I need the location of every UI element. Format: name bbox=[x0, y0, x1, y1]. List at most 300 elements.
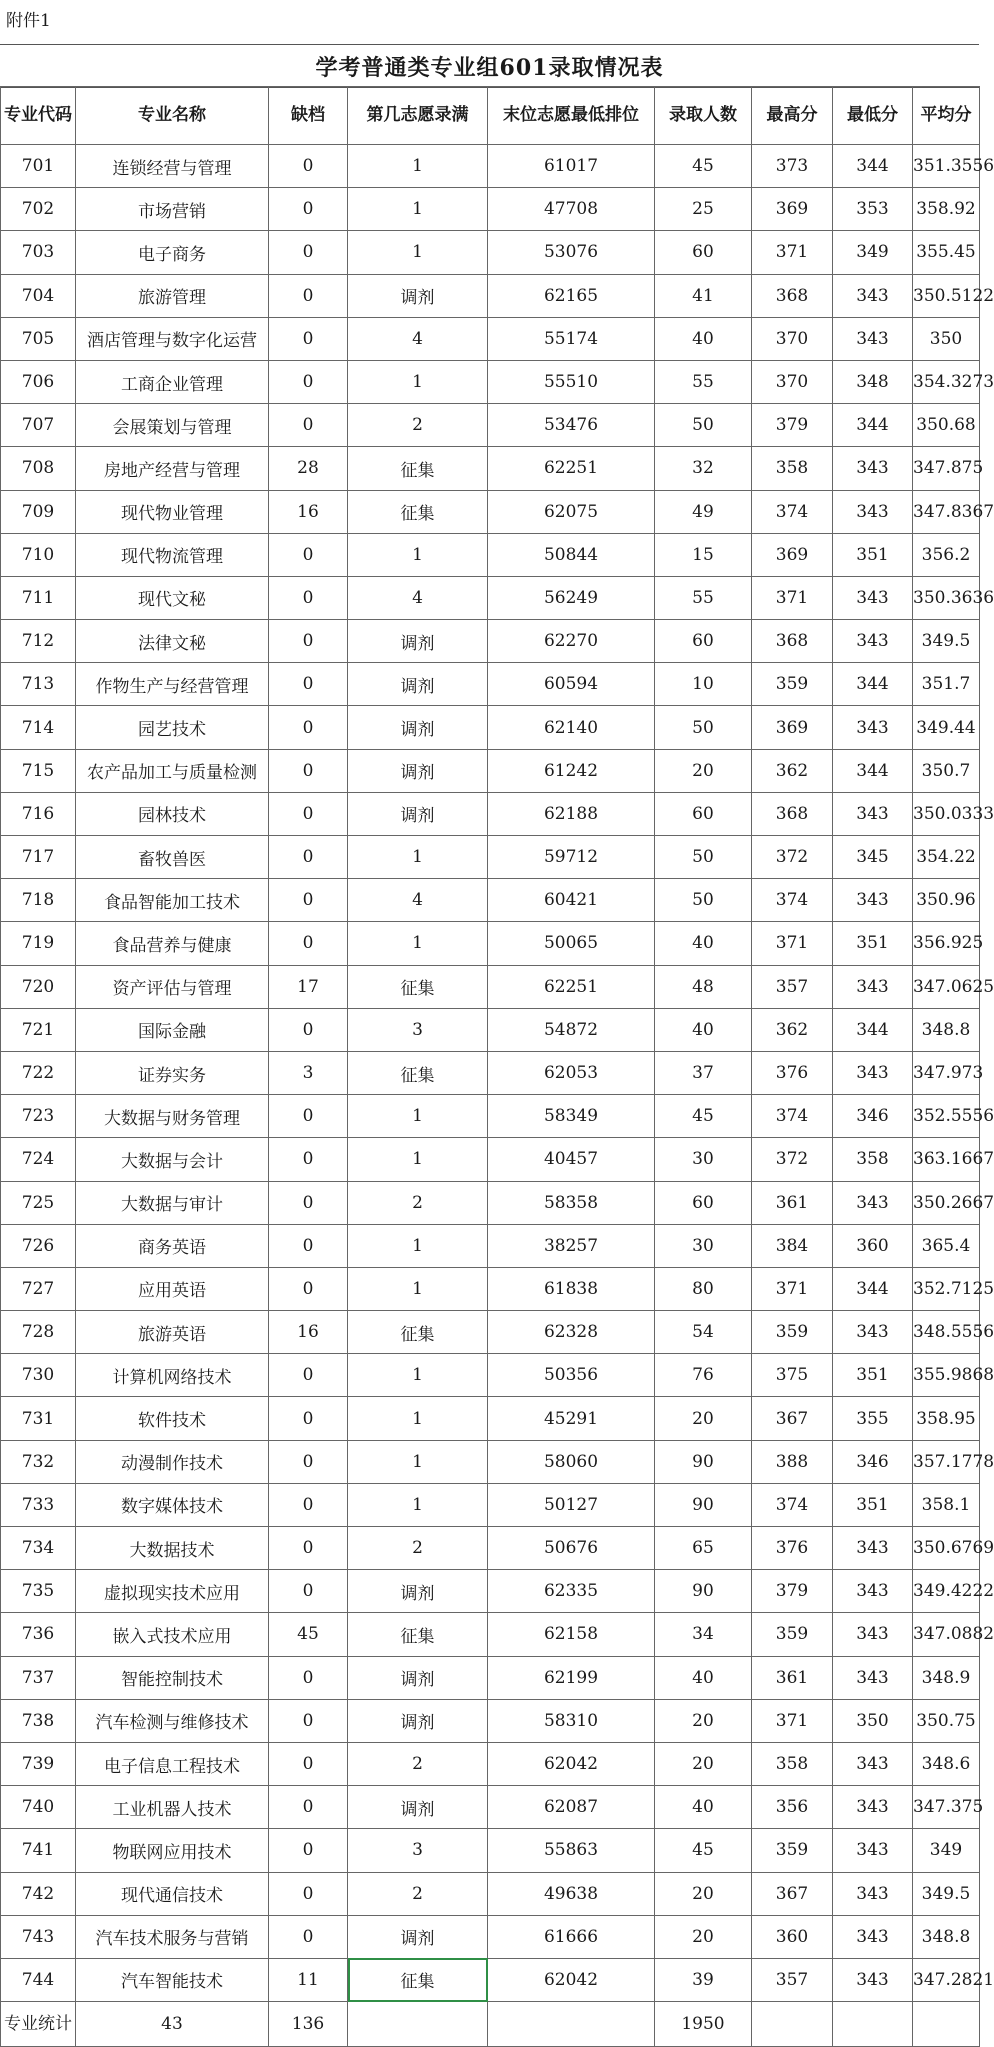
cell-min-score[interactable]: 358 bbox=[833, 1138, 913, 1181]
cell-lowest-rank[interactable]: 59712 bbox=[488, 836, 655, 879]
cell-choice-filled[interactable]: 1 bbox=[348, 188, 488, 231]
cell-max-score[interactable]: 369 bbox=[752, 188, 833, 231]
cell-missing[interactable]: 0 bbox=[269, 1915, 348, 1958]
cell-choice-filled[interactable]: 调剂 bbox=[348, 1570, 488, 1613]
cell-min-score[interactable]: 351 bbox=[833, 922, 913, 965]
cell-major-name[interactable]: 电子信息工程技术 bbox=[76, 1742, 269, 1785]
cell-choice-filled[interactable]: 1 bbox=[348, 1095, 488, 1138]
cell-max-score[interactable]: 367 bbox=[752, 1872, 833, 1915]
cell-admitted-count[interactable]: 40 bbox=[655, 1786, 752, 1829]
cell-lowest-rank[interactable]: 49638 bbox=[488, 1872, 655, 1915]
cell-choice-filled[interactable]: 4 bbox=[348, 317, 488, 360]
cell-avg-score[interactable]: 349.5 bbox=[913, 1872, 980, 1915]
cell-admitted-count[interactable]: 65 bbox=[655, 1527, 752, 1570]
cell-admitted-count[interactable]: 40 bbox=[655, 1008, 752, 1051]
cell-avg-score[interactable]: 358.92 bbox=[913, 188, 980, 231]
cell-major-name[interactable]: 食品智能加工技术 bbox=[76, 879, 269, 922]
cell-avg-score[interactable]: 347.973 bbox=[913, 1051, 980, 1094]
cell-code[interactable]: 727 bbox=[1, 1267, 76, 1310]
cell-min-score[interactable]: 343 bbox=[833, 1311, 913, 1354]
cell-admitted-count[interactable]: 20 bbox=[655, 1872, 752, 1915]
cell-max-score[interactable]: 368 bbox=[752, 274, 833, 317]
cell-major-name[interactable]: 畜牧兽医 bbox=[76, 836, 269, 879]
cell-admitted-count[interactable]: 40 bbox=[655, 922, 752, 965]
cell-major-name[interactable]: 大数据与审计 bbox=[76, 1181, 269, 1224]
cell-admitted-count[interactable]: 48 bbox=[655, 965, 752, 1008]
cell-code[interactable]: 715 bbox=[1, 749, 76, 792]
cell-major-name[interactable]: 电子商务 bbox=[76, 231, 269, 274]
cell-admitted-count[interactable]: 60 bbox=[655, 792, 752, 835]
cell-max-score[interactable]: 361 bbox=[752, 1181, 833, 1224]
total-cell-lowest-rank[interactable] bbox=[488, 2002, 655, 2047]
cell-lowest-rank[interactable]: 56249 bbox=[488, 576, 655, 619]
cell-min-score[interactable]: 344 bbox=[833, 749, 913, 792]
cell-admitted-count[interactable]: 15 bbox=[655, 533, 752, 576]
cell-avg-score[interactable]: 365.4 bbox=[913, 1224, 980, 1267]
cell-max-score[interactable]: 371 bbox=[752, 1267, 833, 1310]
header-min-score[interactable]: 最低分 bbox=[833, 87, 913, 145]
cell-lowest-rank[interactable]: 62188 bbox=[488, 792, 655, 835]
cell-major-name[interactable]: 会展策划与管理 bbox=[76, 404, 269, 447]
cell-major-name[interactable]: 作物生产与经营管理 bbox=[76, 663, 269, 706]
cell-code[interactable]: 707 bbox=[1, 404, 76, 447]
cell-code[interactable]: 709 bbox=[1, 490, 76, 533]
cell-choice-filled[interactable]: 4 bbox=[348, 879, 488, 922]
cell-major-name[interactable]: 大数据与财务管理 bbox=[76, 1095, 269, 1138]
cell-major-name[interactable]: 智能控制技术 bbox=[76, 1656, 269, 1699]
cell-code[interactable]: 732 bbox=[1, 1440, 76, 1483]
cell-min-score[interactable]: 343 bbox=[833, 879, 913, 922]
cell-missing[interactable]: 0 bbox=[269, 533, 348, 576]
cell-missing[interactable]: 0 bbox=[269, 1440, 348, 1483]
header-max-score[interactable]: 最高分 bbox=[752, 87, 833, 145]
cell-min-score[interactable]: 343 bbox=[833, 1613, 913, 1656]
cell-admitted-count[interactable]: 49 bbox=[655, 490, 752, 533]
cell-avg-score[interactable]: 347.2821 bbox=[913, 1958, 980, 2001]
cell-max-score[interactable]: 370 bbox=[752, 317, 833, 360]
cell-choice-filled[interactable]: 1 bbox=[348, 360, 488, 403]
cell-admitted-count[interactable]: 20 bbox=[655, 1742, 752, 1785]
cell-code[interactable]: 728 bbox=[1, 1311, 76, 1354]
cell-max-score[interactable]: 357 bbox=[752, 965, 833, 1008]
cell-admitted-count[interactable]: 90 bbox=[655, 1483, 752, 1526]
cell-min-score[interactable]: 350 bbox=[833, 1699, 913, 1742]
cell-avg-score[interactable]: 351.7 bbox=[913, 663, 980, 706]
cell-choice-filled[interactable]: 调剂 bbox=[348, 1699, 488, 1742]
cell-admitted-count[interactable]: 45 bbox=[655, 1829, 752, 1872]
cell-lowest-rank[interactable]: 62087 bbox=[488, 1786, 655, 1829]
cell-admitted-count[interactable]: 25 bbox=[655, 188, 752, 231]
cell-major-name[interactable]: 园艺技术 bbox=[76, 706, 269, 749]
cell-code[interactable]: 740 bbox=[1, 1786, 76, 1829]
cell-missing[interactable]: 0 bbox=[269, 1267, 348, 1310]
cell-code[interactable]: 712 bbox=[1, 620, 76, 663]
cell-missing[interactable]: 0 bbox=[269, 360, 348, 403]
cell-lowest-rank[interactable]: 60421 bbox=[488, 879, 655, 922]
cell-major-name[interactable]: 物联网应用技术 bbox=[76, 1829, 269, 1872]
cell-lowest-rank[interactable]: 47708 bbox=[488, 188, 655, 231]
cell-admitted-count[interactable]: 55 bbox=[655, 360, 752, 403]
cell-max-score[interactable]: 362 bbox=[752, 1008, 833, 1051]
cell-lowest-rank[interactable]: 62042 bbox=[488, 1958, 655, 2001]
cell-code[interactable]: 722 bbox=[1, 1051, 76, 1094]
cell-code[interactable]: 713 bbox=[1, 663, 76, 706]
cell-choice-filled[interactable]: 1 bbox=[348, 533, 488, 576]
cell-admitted-count[interactable]: 50 bbox=[655, 706, 752, 749]
cell-major-name[interactable]: 汽车技术服务与营销 bbox=[76, 1915, 269, 1958]
cell-code[interactable]: 736 bbox=[1, 1613, 76, 1656]
cell-missing[interactable]: 0 bbox=[269, 1527, 348, 1570]
cell-code[interactable]: 721 bbox=[1, 1008, 76, 1051]
cell-max-score[interactable]: 371 bbox=[752, 922, 833, 965]
cell-avg-score[interactable]: 347.8367 bbox=[913, 490, 980, 533]
cell-min-score[interactable]: 343 bbox=[833, 317, 913, 360]
cell-missing[interactable]: 0 bbox=[269, 317, 348, 360]
cell-min-score[interactable]: 360 bbox=[833, 1224, 913, 1267]
cell-choice-filled[interactable]: 征集 bbox=[348, 965, 488, 1008]
cell-choice-filled[interactable]: 征集 bbox=[348, 490, 488, 533]
cell-code[interactable]: 710 bbox=[1, 533, 76, 576]
cell-lowest-rank[interactable]: 62075 bbox=[488, 490, 655, 533]
cell-missing[interactable]: 0 bbox=[269, 1224, 348, 1267]
header-major-name[interactable]: 专业名称 bbox=[76, 87, 269, 145]
cell-avg-score[interactable]: 350.68 bbox=[913, 404, 980, 447]
total-cell-min-score[interactable] bbox=[833, 2002, 913, 2047]
cell-avg-score[interactable]: 354.22 bbox=[913, 836, 980, 879]
cell-min-score[interactable]: 344 bbox=[833, 663, 913, 706]
cell-code[interactable]: 703 bbox=[1, 231, 76, 274]
cell-code[interactable]: 718 bbox=[1, 879, 76, 922]
cell-missing[interactable]: 28 bbox=[269, 447, 348, 490]
cell-missing[interactable]: 0 bbox=[269, 1354, 348, 1397]
total-cell-code[interactable]: 专业统计 bbox=[1, 2002, 76, 2047]
cell-avg-score[interactable]: 350.96 bbox=[913, 879, 980, 922]
cell-avg-score[interactable]: 358.95 bbox=[913, 1397, 980, 1440]
cell-lowest-rank[interactable]: 61838 bbox=[488, 1267, 655, 1310]
cell-max-score[interactable]: 359 bbox=[752, 663, 833, 706]
cell-lowest-rank[interactable]: 54872 bbox=[488, 1008, 655, 1051]
cell-choice-filled[interactable]: 4 bbox=[348, 576, 488, 619]
cell-missing[interactable]: 0 bbox=[269, 1786, 348, 1829]
cell-min-score[interactable]: 345 bbox=[833, 836, 913, 879]
cell-admitted-count[interactable]: 45 bbox=[655, 1095, 752, 1138]
cell-choice-filled[interactable]: 1 bbox=[348, 145, 488, 188]
cell-admitted-count[interactable]: 37 bbox=[655, 1051, 752, 1094]
cell-max-score[interactable]: 371 bbox=[752, 231, 833, 274]
cell-avg-score[interactable]: 347.0882 bbox=[913, 1613, 980, 1656]
cell-missing[interactable]: 0 bbox=[269, 1656, 348, 1699]
cell-choice-filled[interactable]: 调剂 bbox=[348, 1786, 488, 1829]
cell-min-score[interactable]: 343 bbox=[833, 1051, 913, 1094]
cell-choice-filled[interactable]: 1 bbox=[348, 231, 488, 274]
cell-choice-filled[interactable]: 3 bbox=[348, 1829, 488, 1872]
cell-missing[interactable]: 0 bbox=[269, 922, 348, 965]
cell-major-name[interactable]: 国际金融 bbox=[76, 1008, 269, 1051]
cell-code[interactable]: 737 bbox=[1, 1656, 76, 1699]
cell-max-score[interactable]: 372 bbox=[752, 1138, 833, 1181]
cell-lowest-rank[interactable]: 60594 bbox=[488, 663, 655, 706]
cell-code[interactable]: 733 bbox=[1, 1483, 76, 1526]
cell-choice-filled[interactable]: 调剂 bbox=[348, 274, 488, 317]
cell-min-score[interactable]: 343 bbox=[833, 792, 913, 835]
cell-major-name[interactable]: 大数据与会计 bbox=[76, 1138, 269, 1181]
cell-choice-filled[interactable]: 1 bbox=[348, 836, 488, 879]
cell-missing[interactable]: 0 bbox=[269, 1829, 348, 1872]
cell-missing[interactable]: 0 bbox=[269, 1742, 348, 1785]
cell-major-name[interactable]: 食品营养与健康 bbox=[76, 922, 269, 965]
cell-min-score[interactable]: 353 bbox=[833, 188, 913, 231]
cell-max-score[interactable]: 358 bbox=[752, 1742, 833, 1785]
cell-code[interactable]: 720 bbox=[1, 965, 76, 1008]
cell-max-score[interactable]: 374 bbox=[752, 490, 833, 533]
total-cell-admitted-count[interactable]: 1950 bbox=[655, 2002, 752, 2047]
cell-lowest-rank[interactable]: 50065 bbox=[488, 922, 655, 965]
cell-major-name[interactable]: 连锁经营与管理 bbox=[76, 145, 269, 188]
cell-avg-score[interactable]: 354.3273 bbox=[913, 360, 980, 403]
cell-missing[interactable]: 3 bbox=[269, 1051, 348, 1094]
cell-major-name[interactable]: 计算机网络技术 bbox=[76, 1354, 269, 1397]
total-cell-missing[interactable]: 136 bbox=[269, 2002, 348, 2047]
cell-major-name[interactable]: 动漫制作技术 bbox=[76, 1440, 269, 1483]
cell-min-score[interactable]: 351 bbox=[833, 1483, 913, 1526]
cell-max-score[interactable]: 360 bbox=[752, 1915, 833, 1958]
cell-min-score[interactable]: 343 bbox=[833, 1829, 913, 1872]
cell-lowest-rank[interactable]: 38257 bbox=[488, 1224, 655, 1267]
cell-missing[interactable]: 0 bbox=[269, 663, 348, 706]
cell-min-score[interactable]: 343 bbox=[833, 1570, 913, 1613]
cell-avg-score[interactable]: 350.7 bbox=[913, 749, 980, 792]
cell-max-score[interactable]: 388 bbox=[752, 1440, 833, 1483]
cell-admitted-count[interactable]: 20 bbox=[655, 749, 752, 792]
cell-choice-filled[interactable]: 2 bbox=[348, 404, 488, 447]
cell-lowest-rank[interactable]: 55863 bbox=[488, 1829, 655, 1872]
cell-lowest-rank[interactable]: 40457 bbox=[488, 1138, 655, 1181]
cell-admitted-count[interactable]: 80 bbox=[655, 1267, 752, 1310]
cell-avg-score[interactable]: 348.6 bbox=[913, 1742, 980, 1785]
cell-major-name[interactable]: 现代物流管理 bbox=[76, 533, 269, 576]
cell-major-name[interactable]: 工业机器人技术 bbox=[76, 1786, 269, 1829]
cell-choice-filled[interactable]: 1 bbox=[348, 1267, 488, 1310]
cell-code[interactable]: 714 bbox=[1, 706, 76, 749]
cell-code[interactable]: 711 bbox=[1, 576, 76, 619]
cell-max-score[interactable]: 374 bbox=[752, 1095, 833, 1138]
cell-major-name[interactable]: 旅游管理 bbox=[76, 274, 269, 317]
cell-lowest-rank[interactable]: 50356 bbox=[488, 1354, 655, 1397]
cell-max-score[interactable]: 372 bbox=[752, 836, 833, 879]
cell-lowest-rank[interactable]: 62199 bbox=[488, 1656, 655, 1699]
cell-avg-score[interactable]: 349 bbox=[913, 1829, 980, 1872]
cell-avg-score[interactable]: 352.5556 bbox=[913, 1095, 980, 1138]
cell-max-score[interactable]: 374 bbox=[752, 879, 833, 922]
cell-min-score[interactable]: 343 bbox=[833, 576, 913, 619]
cell-admitted-count[interactable]: 30 bbox=[655, 1138, 752, 1181]
cell-major-name[interactable]: 应用英语 bbox=[76, 1267, 269, 1310]
cell-choice-filled[interactable]: 调剂 bbox=[348, 663, 488, 706]
cell-min-score[interactable]: 343 bbox=[833, 1527, 913, 1570]
cell-avg-score[interactable]: 348.9 bbox=[913, 1656, 980, 1699]
cell-min-score[interactable]: 355 bbox=[833, 1397, 913, 1440]
cell-lowest-rank[interactable]: 50844 bbox=[488, 533, 655, 576]
cell-choice-filled[interactable]: 2 bbox=[348, 1742, 488, 1785]
cell-max-score[interactable]: 361 bbox=[752, 1656, 833, 1699]
cell-avg-score[interactable]: 348.5556 bbox=[913, 1311, 980, 1354]
cell-choice-filled[interactable]: 1 bbox=[348, 1138, 488, 1181]
cell-admitted-count[interactable]: 54 bbox=[655, 1311, 752, 1354]
cell-max-score[interactable]: 371 bbox=[752, 576, 833, 619]
cell-missing[interactable]: 0 bbox=[269, 188, 348, 231]
cell-avg-score[interactable]: 356.925 bbox=[913, 922, 980, 965]
cell-major-name[interactable]: 现代物业管理 bbox=[76, 490, 269, 533]
cell-lowest-rank[interactable]: 62158 bbox=[488, 1613, 655, 1656]
cell-admitted-count[interactable]: 32 bbox=[655, 447, 752, 490]
cell-lowest-rank[interactable]: 58349 bbox=[488, 1095, 655, 1138]
cell-avg-score[interactable]: 348.8 bbox=[913, 1008, 980, 1051]
cell-choice-filled[interactable]: 2 bbox=[348, 1872, 488, 1915]
cell-admitted-count[interactable]: 90 bbox=[655, 1570, 752, 1613]
cell-missing[interactable]: 0 bbox=[269, 749, 348, 792]
cell-choice-filled[interactable]: 3 bbox=[348, 1008, 488, 1051]
cell-admitted-count[interactable]: 55 bbox=[655, 576, 752, 619]
cell-admitted-count[interactable]: 90 bbox=[655, 1440, 752, 1483]
cell-missing[interactable]: 0 bbox=[269, 145, 348, 188]
cell-max-score[interactable]: 357 bbox=[752, 1958, 833, 2001]
cell-admitted-count[interactable]: 40 bbox=[655, 317, 752, 360]
cell-lowest-rank[interactable]: 58060 bbox=[488, 1440, 655, 1483]
cell-avg-score[interactable]: 357.1778 bbox=[913, 1440, 980, 1483]
cell-missing[interactable]: 0 bbox=[269, 1095, 348, 1138]
header-missing[interactable]: 缺档 bbox=[269, 87, 348, 145]
cell-lowest-rank[interactable]: 62270 bbox=[488, 620, 655, 663]
cell-max-score[interactable]: 379 bbox=[752, 404, 833, 447]
cell-code[interactable]: 735 bbox=[1, 1570, 76, 1613]
cell-lowest-rank[interactable]: 62165 bbox=[488, 274, 655, 317]
cell-max-score[interactable]: 384 bbox=[752, 1224, 833, 1267]
cell-avg-score[interactable]: 347.0625 bbox=[913, 965, 980, 1008]
cell-major-name[interactable]: 现代通信技术 bbox=[76, 1872, 269, 1915]
cell-max-score[interactable]: 368 bbox=[752, 792, 833, 835]
cell-max-score[interactable]: 369 bbox=[752, 533, 833, 576]
cell-code[interactable]: 706 bbox=[1, 360, 76, 403]
cell-missing[interactable]: 0 bbox=[269, 620, 348, 663]
cell-code[interactable]: 724 bbox=[1, 1138, 76, 1181]
cell-code[interactable]: 741 bbox=[1, 1829, 76, 1872]
cell-max-score[interactable]: 359 bbox=[752, 1613, 833, 1656]
cell-admitted-count[interactable]: 39 bbox=[655, 1958, 752, 2001]
cell-major-name[interactable]: 商务英语 bbox=[76, 1224, 269, 1267]
header-choice-filled[interactable]: 第几志愿录满 bbox=[348, 87, 488, 145]
cell-admitted-count[interactable]: 30 bbox=[655, 1224, 752, 1267]
cell-missing[interactable]: 0 bbox=[269, 231, 348, 274]
cell-choice-filled[interactable]: 征集 bbox=[348, 1311, 488, 1354]
cell-min-score[interactable]: 351 bbox=[833, 533, 913, 576]
cell-code[interactable]: 739 bbox=[1, 1742, 76, 1785]
cell-code[interactable]: 734 bbox=[1, 1527, 76, 1570]
cell-code[interactable]: 702 bbox=[1, 188, 76, 231]
cell-lowest-rank[interactable]: 62042 bbox=[488, 1742, 655, 1785]
cell-min-score[interactable]: 348 bbox=[833, 360, 913, 403]
cell-max-score[interactable]: 376 bbox=[752, 1527, 833, 1570]
cell-choice-filled[interactable]: 征集 bbox=[348, 1051, 488, 1094]
cell-min-score[interactable]: 344 bbox=[833, 1008, 913, 1051]
cell-min-score[interactable]: 344 bbox=[833, 1267, 913, 1310]
cell-choice-filled[interactable]: 调剂 bbox=[348, 620, 488, 663]
cell-missing[interactable]: 0 bbox=[269, 879, 348, 922]
cell-min-score[interactable]: 343 bbox=[833, 1915, 913, 1958]
cell-missing[interactable]: 0 bbox=[269, 1872, 348, 1915]
cell-major-name[interactable]: 证券实务 bbox=[76, 1051, 269, 1094]
cell-code[interactable]: 701 bbox=[1, 145, 76, 188]
cell-admitted-count[interactable]: 60 bbox=[655, 231, 752, 274]
cell-lowest-rank[interactable]: 61017 bbox=[488, 145, 655, 188]
cell-min-score[interactable]: 343 bbox=[833, 447, 913, 490]
cell-min-score[interactable]: 343 bbox=[833, 1786, 913, 1829]
cell-min-score[interactable]: 351 bbox=[833, 1354, 913, 1397]
cell-major-name[interactable]: 汽车检测与维修技术 bbox=[76, 1699, 269, 1742]
cell-choice-filled[interactable]: 1 bbox=[348, 1224, 488, 1267]
cell-missing[interactable]: 0 bbox=[269, 1483, 348, 1526]
cell-max-score[interactable]: 374 bbox=[752, 1483, 833, 1526]
cell-code[interactable]: 738 bbox=[1, 1699, 76, 1742]
cell-max-score[interactable]: 362 bbox=[752, 749, 833, 792]
cell-major-name[interactable]: 市场营销 bbox=[76, 188, 269, 231]
cell-admitted-count[interactable]: 20 bbox=[655, 1915, 752, 1958]
cell-lowest-rank[interactable]: 62251 bbox=[488, 965, 655, 1008]
cell-lowest-rank[interactable]: 55510 bbox=[488, 360, 655, 403]
cell-lowest-rank[interactable]: 53476 bbox=[488, 404, 655, 447]
cell-avg-score[interactable]: 352.7125 bbox=[913, 1267, 980, 1310]
header-admitted-count[interactable]: 录取人数 bbox=[655, 87, 752, 145]
cell-code[interactable]: 743 bbox=[1, 1915, 76, 1958]
cell-min-score[interactable]: 346 bbox=[833, 1440, 913, 1483]
cell-min-score[interactable]: 343 bbox=[833, 1656, 913, 1699]
cell-max-score[interactable]: 375 bbox=[752, 1354, 833, 1397]
cell-choice-filled[interactable]: 征集 bbox=[348, 447, 488, 490]
cell-major-name[interactable]: 园林技术 bbox=[76, 792, 269, 835]
cell-admitted-count[interactable]: 60 bbox=[655, 1181, 752, 1224]
cell-admitted-count[interactable]: 50 bbox=[655, 879, 752, 922]
cell-avg-score[interactable]: 349.5 bbox=[913, 620, 980, 663]
cell-major-name[interactable]: 工商企业管理 bbox=[76, 360, 269, 403]
cell-code[interactable]: 708 bbox=[1, 447, 76, 490]
cell-max-score[interactable]: 371 bbox=[752, 1699, 833, 1742]
cell-lowest-rank[interactable]: 62328 bbox=[488, 1311, 655, 1354]
cell-code[interactable]: 726 bbox=[1, 1224, 76, 1267]
cell-max-score[interactable]: 369 bbox=[752, 706, 833, 749]
cell-min-score[interactable]: 343 bbox=[833, 620, 913, 663]
cell-avg-score[interactable]: 347.875 bbox=[913, 447, 980, 490]
cell-code[interactable]: 719 bbox=[1, 922, 76, 965]
cell-major-name[interactable]: 数字媒体技术 bbox=[76, 1483, 269, 1526]
cell-min-score[interactable]: 344 bbox=[833, 404, 913, 447]
cell-choice-filled[interactable]: 调剂 bbox=[348, 1915, 488, 1958]
cell-major-name[interactable]: 虚拟现实技术应用 bbox=[76, 1570, 269, 1613]
cell-choice-filled[interactable]: 调剂 bbox=[348, 1656, 488, 1699]
cell-min-score[interactable]: 344 bbox=[833, 145, 913, 188]
header-lowest-rank[interactable]: 末位志愿最低排位 bbox=[488, 87, 655, 145]
cell-avg-score[interactable]: 351.3556 bbox=[913, 145, 980, 188]
cell-missing[interactable]: 0 bbox=[269, 836, 348, 879]
cell-missing[interactable]: 0 bbox=[269, 706, 348, 749]
cell-lowest-rank[interactable]: 58358 bbox=[488, 1181, 655, 1224]
cell-major-name[interactable]: 法律文秘 bbox=[76, 620, 269, 663]
cell-avg-score[interactable]: 363.1667 bbox=[913, 1138, 980, 1181]
cell-avg-score[interactable]: 355.45 bbox=[913, 231, 980, 274]
cell-min-score[interactable]: 343 bbox=[833, 1181, 913, 1224]
cell-choice-filled[interactable]: 1 bbox=[348, 1397, 488, 1440]
cell-lowest-rank[interactable]: 58310 bbox=[488, 1699, 655, 1742]
cell-choice-filled[interactable]: 2 bbox=[348, 1181, 488, 1224]
cell-min-score[interactable]: 343 bbox=[833, 706, 913, 749]
